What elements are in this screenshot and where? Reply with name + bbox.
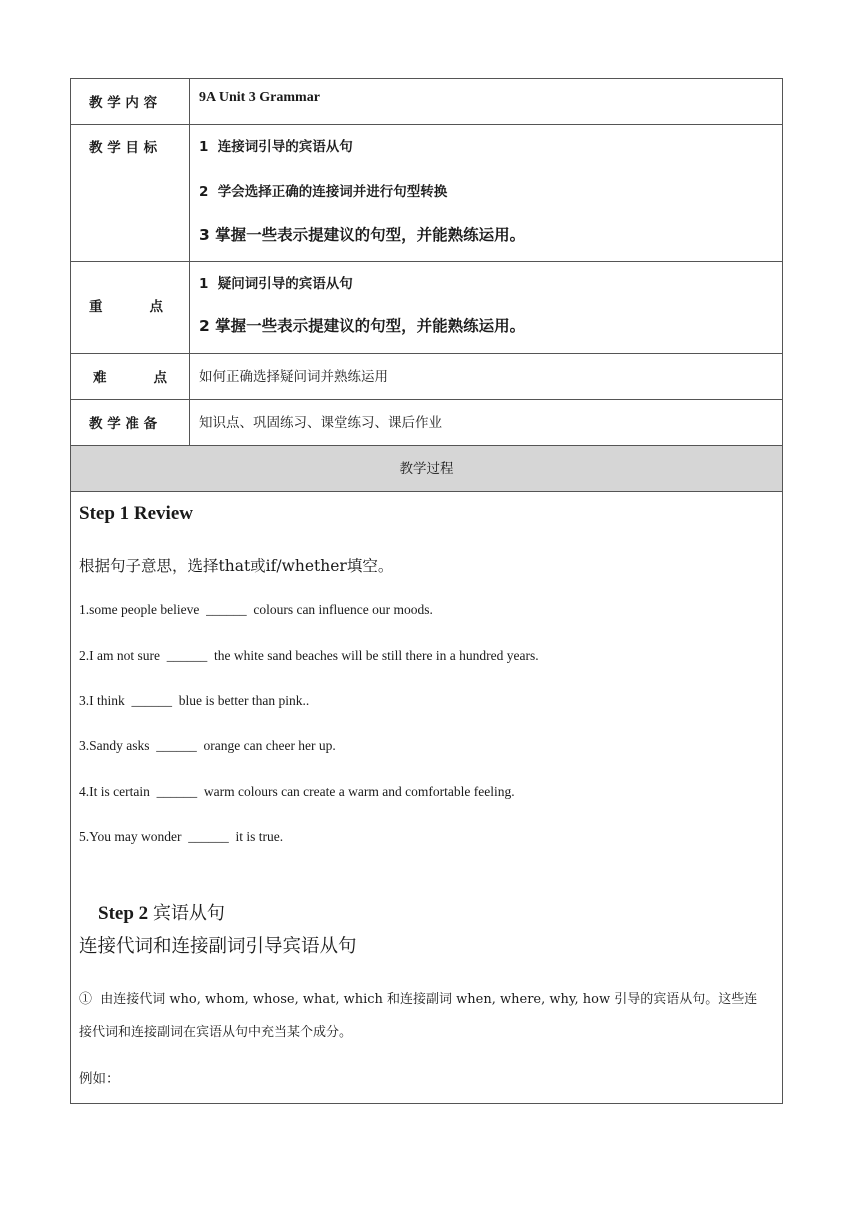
question-4: 3.Sandy asks ______ orange can cheer her up. [79,738,336,753]
process-header: 教学过程 [399,461,454,477]
row-objectives [71,125,782,262]
label-difficulty: 难 点 [93,370,167,386]
process-header-row [71,446,782,492]
row-content [71,79,782,125]
objective-3: 3 掌握一些表示提建议的句型，并能熟练运用。 [199,226,526,244]
step2-title-en: Step 2 [98,903,153,924]
example-label: 例如： [79,1071,120,1087]
question-1: 1.some people believe ______ colours can influence our moods. [79,602,433,617]
step2-subtitle: 连接代词和连接副词引导宾语从句 [79,936,357,957]
step2-title-cn: 宾语从句 [152,903,225,924]
difficulty-value: 如何正确选择疑问词并熟练运用 [199,369,388,385]
key-point-2: 2 掌握一些表示提建议的句型，并能熟练运用。 [199,317,526,335]
question-5: 4.It is certain ______ warm colours can create a warm and comfortable feeling. [79,784,515,799]
preparation-value: 知识点、巩固练习、课堂练习、课后作业 [199,415,442,431]
question-6: 5.You may wonder ______ it is true. [79,829,284,844]
question-3: 3.I think ______ blue is better than pink.. [79,693,310,708]
objective-2: 2 学会选择正确的连接词并进行句型转换 [199,184,448,200]
label-preparation: 教 学 准 备 [89,416,158,432]
row-preparation [71,400,782,446]
value-content: 9A Unit 3 Grammar [199,90,320,105]
step2-paragraph-line-2: 接代词和连接副词在宾语从句中充当某个成分。 [79,1025,353,1040]
step2-paragraph-line-1: ① 由连接代词 who, whom, whose, what, which 和连接副词 when, where, why, how 引导的宾语从句。这些连 [79,992,758,1007]
row-difficulty [71,354,782,400]
question-2: 2.I am not sure ______ the white sand beaches will be still there in a hundred years. [79,648,539,663]
label-key-points: 重 点 [89,299,163,315]
objective-1: 1 连接词引导的宾语从句 [199,139,353,155]
key-point-1: 1 疑问词引导的宾语从句 [199,276,353,292]
label-content: 教 学 内 容 [89,95,158,111]
label-objectives: 教 学 目 标 [89,140,158,156]
row-key-points [71,262,782,354]
step1-title: Step 1 Review [79,503,193,524]
step1-instruction: 根据句子意思，选择that或if/whether填空。 [79,557,394,575]
lesson-plan-table [70,78,783,1104]
